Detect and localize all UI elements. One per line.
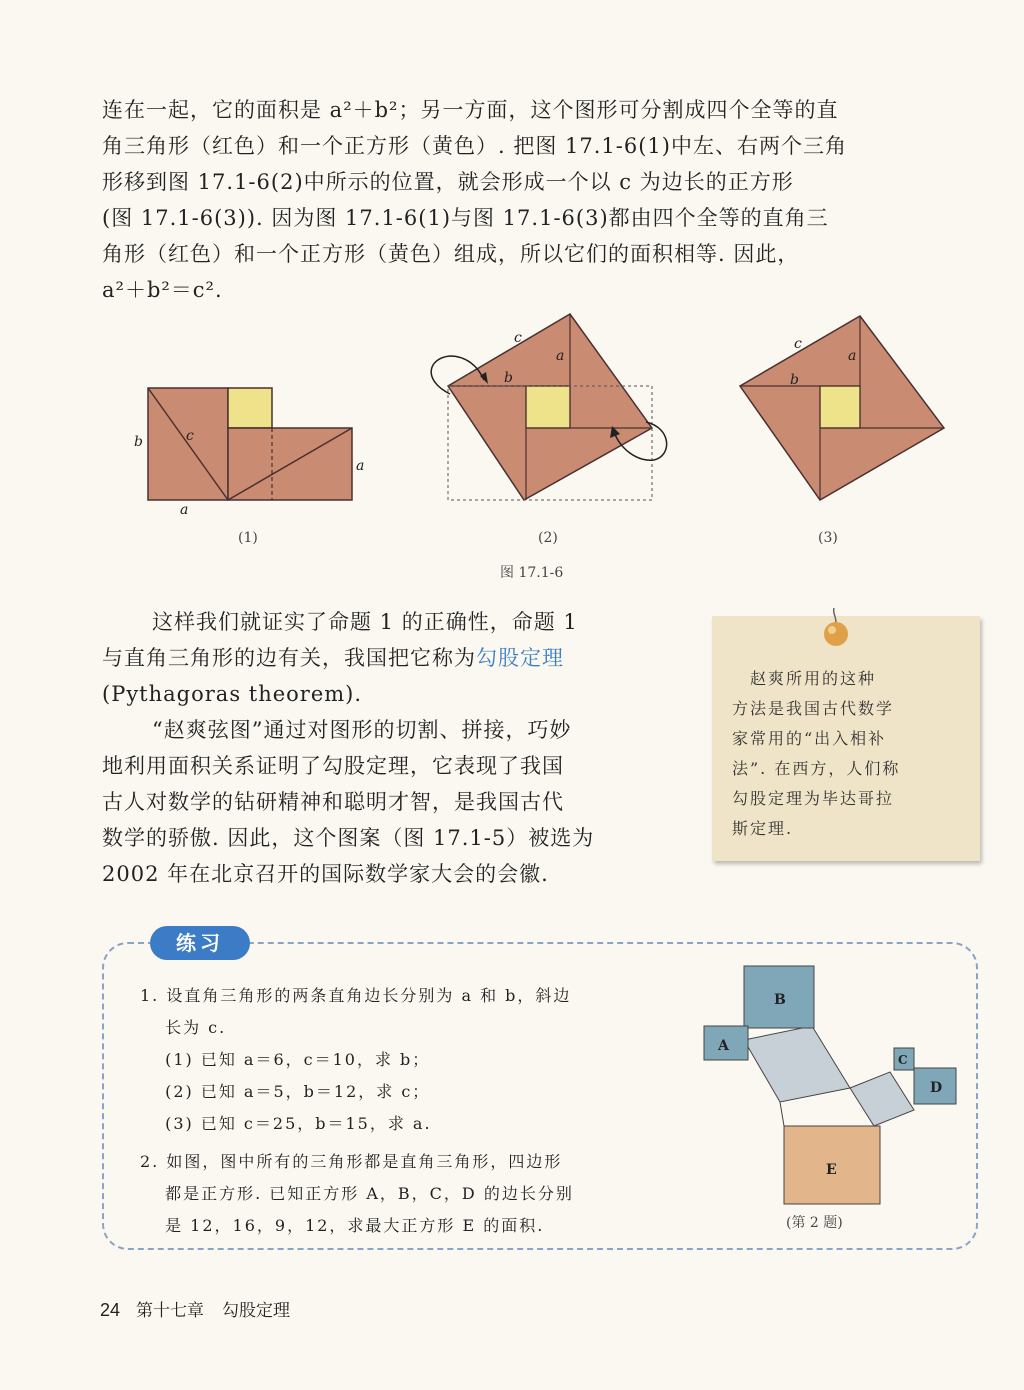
label-b: b [504, 370, 513, 386]
edge-line [780, 1102, 784, 1126]
label-square-b: B [774, 992, 786, 1008]
note-line: 斯定理. [732, 819, 794, 838]
page-number: 24 [100, 1300, 121, 1320]
label-c: c [514, 330, 522, 346]
exercise-question-1 [140, 980, 571, 1140]
label-b: b [790, 372, 799, 388]
label-a-bottom: a [180, 502, 189, 518]
figure-3 [720, 310, 960, 510]
exercise-question-2 [140, 1146, 574, 1242]
label-square-c: C [898, 1053, 908, 1067]
sub-caption-1: (1) [238, 530, 258, 546]
note-line: 勾股定理为毕达哥拉 [732, 789, 895, 808]
exercise-figure-caption: (第 2 题) [786, 1215, 843, 1231]
chapter-title: 勾股定理 [222, 1301, 291, 1321]
question-line: (3) 已知 c＝25，b＝15，求 a. [140, 1114, 432, 1133]
text-line: “赵爽弦图”通过对图形的切割、拼接，巧妙 [152, 718, 572, 742]
pushpin-icon [818, 608, 854, 648]
text-line: (图 17.1-6(3)). 因为图 17.1-6(1)与图 17.1-6(3)都由四个全等的直角三 [102, 206, 829, 230]
figure-1 [120, 370, 380, 530]
note-line: 法”. 在西方，人们称 [732, 759, 901, 778]
page-footer [100, 1296, 290, 1321]
label-a: a [556, 348, 565, 364]
note-line: 方法是我国古代数学 [732, 699, 895, 718]
text-line: 角三角形（红色）和一个正方形（黄色）. 把图 17.1-6(1)中左、右两个三角 [102, 134, 847, 158]
label-square-e: E [826, 1162, 837, 1178]
yellow-square [820, 386, 860, 428]
note-line: 家常用的“出入相补 [732, 729, 887, 748]
label-square-d: D [930, 1080, 943, 1096]
note-line: 赵爽所用的这种 [732, 669, 877, 688]
question-line: (1) 已知 a＝6，c＝10，求 b； [140, 1050, 431, 1069]
text-line: 形移到图 17.1-6(2)中所示的位置，就会形成一个以 c 为边长的正方形 [102, 170, 794, 194]
body-paragraph-1 [102, 604, 578, 712]
label-square-a: A [718, 1038, 729, 1054]
sub-caption-2: (2) [538, 530, 558, 546]
text-line: 数学的骄傲. 因此，这个图案（图 17.1-5）被选为 [102, 826, 595, 850]
yellow-square [228, 388, 272, 428]
text-line: 地利用面积关系证明了勾股定理，它表现了我国 [102, 754, 564, 778]
text-line: 2002 年在北京召开的国际数学家大会的会徽. [102, 862, 549, 886]
text-line: a²＋b²＝c². [102, 278, 223, 302]
label-a: a [848, 348, 857, 364]
text-line: 角形（红色）和一个正方形（黄色）组成，所以它们的面积相等. 因此， [102, 242, 800, 266]
yellow-square [526, 386, 570, 428]
question-line: 1. 设直角三角形的两条直角边长分别为 a 和 b，斜边 [140, 986, 572, 1005]
question-line: 都是正方形. 已知正方形 A，B，C，D 的边长分别 [140, 1184, 574, 1203]
middle-square-right [850, 1072, 914, 1126]
text-line: (Pythagoras theorem). [102, 682, 363, 706]
question-line: 长为 c. [140, 1018, 227, 1037]
chapter-label: 第十七章 [136, 1301, 205, 1321]
text-line: 与直角三角形的边有关，我国把它称为勾股定理 [102, 646, 564, 670]
body-paragraph-2 [102, 712, 594, 892]
question-line: 2. 如图，图中所有的三角形都是直角三角形，四边形 [140, 1152, 563, 1171]
exercise-figure [700, 960, 962, 1210]
question-line: (2) 已知 a＝5，b＝12，求 c； [140, 1082, 431, 1101]
middle-square-left [744, 1026, 850, 1102]
sub-caption-3: (3) [818, 530, 838, 546]
label-c: c [186, 428, 194, 444]
label-a: a [356, 458, 365, 474]
text-line: 这样我们就证实了命题 1 的正确性，命题 1 [152, 610, 578, 634]
label-c: c [794, 336, 802, 352]
figure-caption: 图 17.1-6 [500, 565, 564, 581]
text-line: 古人对数学的钻研精神和聪明才智，是我国古代 [102, 790, 564, 814]
top-paragraph [102, 92, 847, 308]
exercise-tag: 练习 [150, 926, 250, 960]
side-note-text [732, 664, 900, 844]
question-line: 是 12，16，9，12，求最大正方形 E 的面积. [140, 1216, 545, 1235]
figure-2 [420, 310, 680, 510]
highlight-term: 勾股定理 [476, 646, 564, 670]
text-line: 连在一起，它的面积是 a²＋b²；另一方面，这个图形可分割成四个全等的直 [102, 98, 839, 122]
label-b: b [134, 434, 143, 450]
